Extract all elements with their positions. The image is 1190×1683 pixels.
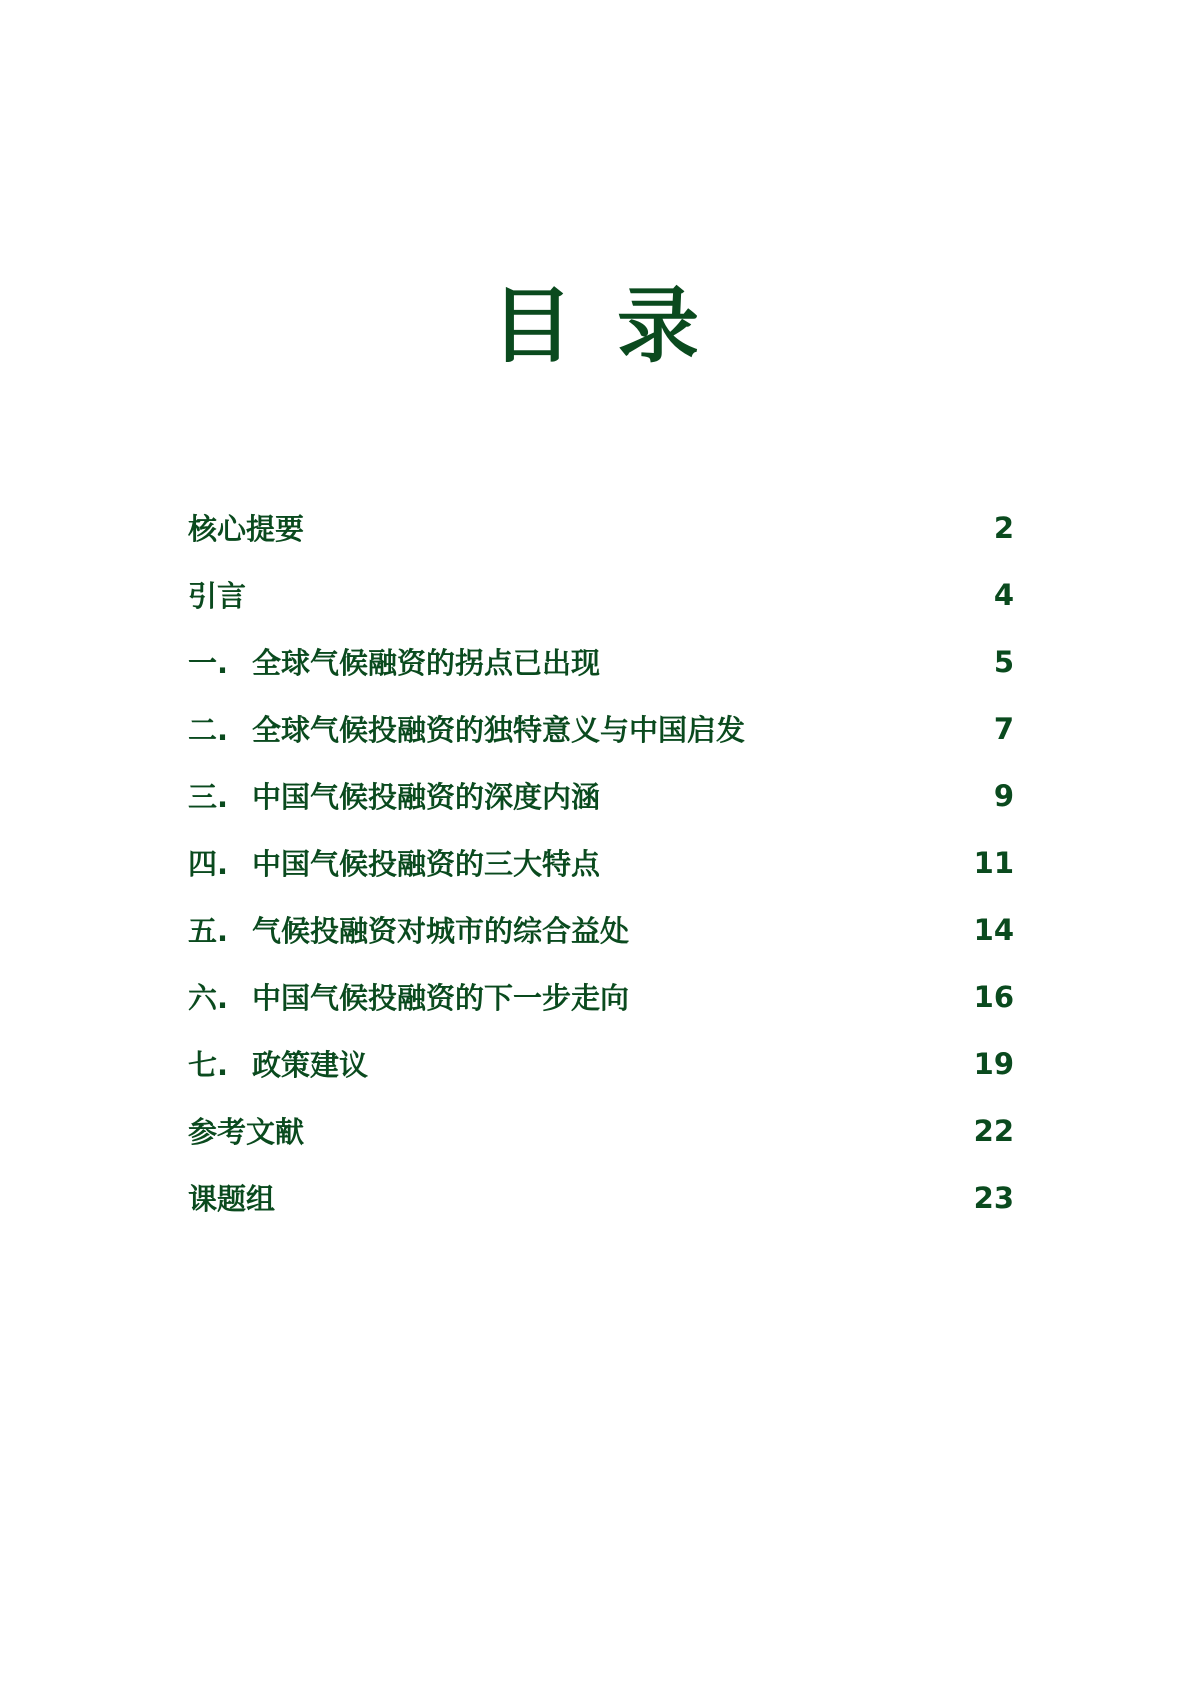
- toc-entry-title: [188, 775, 600, 816]
- toc-entry[interactable]: [188, 628, 1014, 695]
- toc-entry-number: 三.: [188, 780, 229, 814]
- toc-entry[interactable]: [188, 762, 1014, 829]
- toc-entry-label: 参考文献: [188, 1115, 305, 1149]
- toc-entry-label: 全球气候融资的拐点已出现: [252, 646, 601, 680]
- toc-entry-number: 四.: [188, 847, 229, 881]
- toc-entry-number: 七.: [188, 1048, 229, 1082]
- toc-entry-label: 中国气候投融资的三大特点: [252, 847, 601, 881]
- toc-entry[interactable]: [188, 1164, 1014, 1231]
- toc-entry-title: [188, 574, 246, 615]
- toc-entry-title: [188, 1110, 304, 1151]
- toc-entry-number: 六.: [188, 981, 229, 1015]
- toc-entry-title: [188, 1043, 368, 1084]
- toc-entry-label: 核心提要: [188, 512, 305, 546]
- toc-entry[interactable]: [188, 695, 1014, 762]
- page-title: 目录: [490, 279, 743, 374]
- toc-entry[interactable]: [188, 829, 1014, 896]
- toc-entry[interactable]: [188, 1030, 1014, 1097]
- toc-entry-title: [188, 507, 304, 548]
- toc-entry-title: [188, 641, 600, 682]
- toc-entry-label: 中国气候投融资的深度内涵: [252, 780, 601, 814]
- toc-entry-number: 五.: [188, 914, 229, 948]
- toc-entry-page-number: 7: [993, 711, 1014, 746]
- toc-entry-label: 全球气候投融资的独特意义与中国启发: [252, 713, 746, 747]
- toc-entry-page-number: 11: [973, 845, 1014, 880]
- toc-entry-label: 中国气候投融资的下一步走向: [252, 981, 630, 1015]
- toc-entry-title: [188, 976, 629, 1017]
- toc-entry-title: [188, 1177, 275, 1218]
- toc-entry-page-number: 9: [993, 778, 1014, 813]
- toc-entry[interactable]: [188, 1097, 1014, 1164]
- toc-entry-page-number: 19: [973, 1046, 1014, 1081]
- toc-entry-label: 气候投融资对城市的综合益处: [252, 914, 630, 948]
- toc-entry-label: 课题组: [188, 1182, 276, 1216]
- toc-entry-title: [188, 909, 629, 950]
- toc-entry-page-number: 23: [973, 1180, 1014, 1215]
- toc-entry-page-number: 2: [993, 510, 1014, 545]
- toc-entry-label: 政策建议: [252, 1048, 369, 1082]
- toc-entry-page-number: 4: [993, 577, 1014, 612]
- toc-entry-title: [188, 842, 600, 883]
- toc-entry-page-number: 16: [973, 979, 1014, 1014]
- toc-entry-page-number: 5: [993, 644, 1014, 679]
- table-of-contents: [188, 494, 1014, 1231]
- toc-entry-page-number: 14: [973, 912, 1014, 947]
- toc-entry[interactable]: [188, 896, 1014, 963]
- toc-entry-label: 引言: [188, 579, 247, 613]
- toc-entry[interactable]: [188, 963, 1014, 1030]
- toc-entry-number: 二.: [188, 713, 229, 747]
- toc-entry-page-number: 22: [973, 1113, 1014, 1148]
- toc-entry[interactable]: [188, 494, 1014, 561]
- toc-entry-title: [188, 708, 745, 749]
- toc-entry-number: 一.: [188, 646, 229, 680]
- toc-entry[interactable]: [188, 561, 1014, 628]
